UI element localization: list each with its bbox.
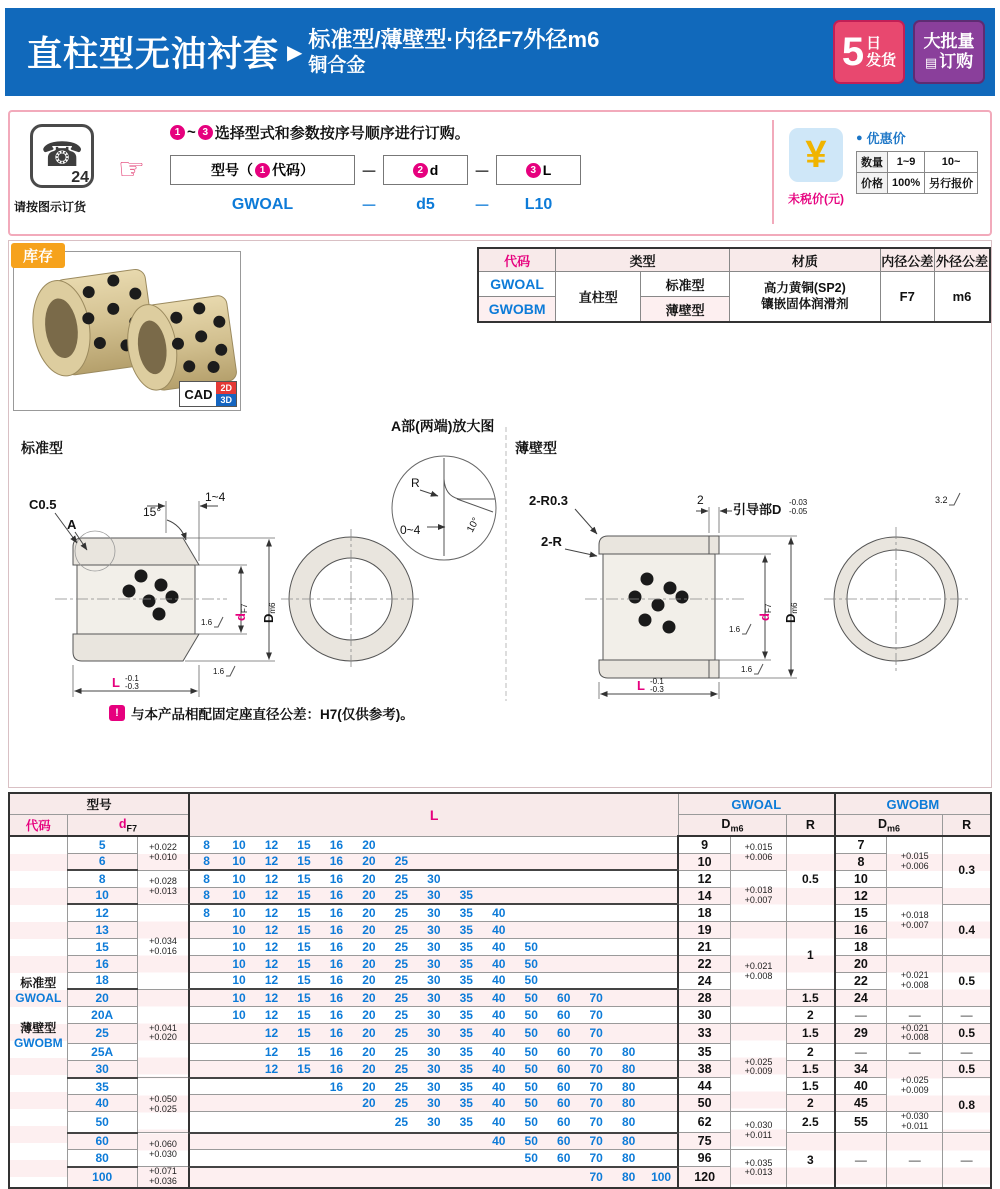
order-example	[170, 193, 581, 216]
d-cell: 50	[67, 1112, 137, 1133]
length-tol-lower: -0.3	[125, 682, 139, 691]
model-number-boxes	[170, 155, 581, 185]
price-label: 价格	[857, 173, 888, 194]
d-tolerance-cell: +0.034 +0.016	[137, 904, 189, 989]
d-cell: 8	[67, 870, 137, 887]
gwoal-dm6-cell: 22	[678, 955, 730, 972]
gwoal-dm6-cell: 96	[678, 1150, 730, 1167]
l-cell: 8 10 12 15 16 20 25 30 35 40	[189, 904, 678, 921]
series-type-label: 薄壁型	[20, 1020, 57, 1035]
d-cell: 25A	[67, 1044, 137, 1061]
std-section-view	[55, 531, 227, 661]
step3-circle: 3	[526, 163, 541, 178]
cad-download-badge[interactable]	[179, 381, 237, 407]
d-tolerance-cell: +0.071 +0.036	[137, 1167, 189, 1188]
l-cell: 10 12 15 16 20 25 30 35 40 50	[189, 938, 678, 955]
l-cell: 16 20 25 30 35 40 50 60 70 80	[189, 1078, 678, 1095]
order-label: 订购	[939, 52, 974, 71]
d-cell: 5	[67, 836, 137, 853]
gwobm-r-cell: 0.4	[943, 904, 991, 955]
d-cell: 10	[67, 887, 137, 904]
cad-3d-label[interactable]: 3D	[216, 394, 236, 406]
length-tol-upper: -0.1	[125, 674, 139, 683]
l-cell: 40 50 60 70 80	[189, 1133, 678, 1150]
price-1: 100%	[888, 173, 925, 194]
d-cell: 16	[67, 955, 137, 972]
gwobm-dm6-cell: 34	[835, 1061, 887, 1078]
d-tolerance-cell: +0.050 +0.025	[137, 1078, 189, 1133]
badge-ship-label: 发货	[866, 52, 897, 69]
gwoal-dm6-cell: 28	[678, 989, 730, 1006]
chamfer-label: C0.5	[29, 497, 57, 512]
material-line1: 高力黄铜(SP2)	[763, 280, 846, 295]
od-dim-label: Dm6	[261, 602, 277, 623]
tilde: ~	[187, 124, 196, 141]
phone-24h-icon	[30, 124, 94, 188]
instruction-text: 选择型式和参数按序号顺序进行订购。	[214, 125, 470, 142]
example-d: d5	[416, 195, 435, 213]
surface-finish-label: 1.6	[213, 667, 225, 676]
page-subtitle	[308, 26, 599, 77]
guide-tol-lower: -0.05	[789, 507, 808, 516]
series-code-label: GWOAL	[15, 990, 62, 1005]
radius-label: R	[411, 476, 420, 490]
l-cell: 8 10 12 15 16 20 25	[189, 853, 678, 870]
l-cell: 10 12 15 16 20 25 30 35 40 50 60 70	[189, 989, 678, 1006]
surface-finish-label: 1.6	[741, 665, 753, 674]
gwoal-r-cell: 1.5	[787, 1023, 835, 1044]
gwobm-tolerance-cell: +0.021 +0.008	[887, 1023, 943, 1044]
l-cell: 25 30 35 40 50 60 70 80	[189, 1112, 678, 1133]
note-text: 与本产品相配固定座直径公差：H7(仅供参考)。	[131, 707, 414, 722]
std-front-view	[281, 529, 421, 669]
detail-angle-label: 10°	[465, 515, 482, 535]
arrow-icon: ▶	[287, 41, 303, 64]
gwoal-r-cell: 2	[787, 1044, 835, 1061]
gwoal-r-cell: 2	[787, 1095, 835, 1112]
dash-separator: －	[360, 198, 377, 215]
angle-label: 15°	[143, 505, 162, 519]
gwoal-tolerance-cell: +0.025 +0.009	[730, 1023, 786, 1112]
gwoal-dm6-cell: 9	[678, 836, 730, 853]
d-param-box	[383, 155, 468, 185]
corner-radius-label: 2-R0.3	[529, 493, 569, 508]
l-cell: 12 15 16 20 25 30 35 40 50 60 70 80	[189, 1044, 678, 1061]
spec-od-tol: m6	[934, 272, 990, 323]
gwoal-dm6-cell: 75	[678, 1133, 730, 1150]
l-cell: 10 12 15 16 20 25 30 35 40 50	[189, 972, 678, 989]
gwoal-r-cell: 3	[787, 1133, 835, 1188]
gwoal-r-cell: 1.5	[787, 1061, 835, 1078]
spec-header-od-tol: 外径公差	[934, 248, 990, 272]
order-form-icon: ▤	[924, 55, 938, 70]
spec-type-standard: 标准型	[641, 272, 730, 297]
qty-label: 数量	[857, 152, 888, 173]
header-badges	[833, 20, 985, 84]
spec-type-thinwall: 薄壁型	[641, 297, 730, 323]
l-cell: 20 25 30 35 40 50 60 70 80	[189, 1095, 678, 1112]
l-cell: 8 10 12 15 16 20 25 30	[189, 870, 678, 887]
dm6-header: $D_{m6}$	[678, 815, 786, 837]
gwoal-dm6-cell: 21	[678, 938, 730, 955]
bore-dim-label: dF7	[233, 603, 249, 621]
gwoal-dm6-cell: 50	[678, 1095, 730, 1112]
spec-code-gwoal: GWOAL	[478, 272, 556, 297]
gwobm-dm6-cell: 7	[835, 836, 887, 853]
price-caption: 未税价(元)	[788, 192, 844, 206]
example-l: L10	[524, 195, 553, 213]
gwobm-r-cell: —	[943, 1133, 991, 1188]
phone-caption: 请按图示订货	[14, 200, 87, 214]
d-tolerance-cell: +0.028 +0.013	[137, 870, 189, 904]
code-header: 代码	[9, 815, 67, 837]
gwobm-dm6-cell: 20	[835, 955, 887, 972]
gwobm-tolerance-cell: —	[887, 1044, 943, 1061]
dash-separator: －	[360, 163, 377, 181]
spec-header-bore-tol: 内径公差	[880, 248, 934, 272]
r-header: R	[787, 815, 835, 837]
l-cell: 10 12 15 16 20 25 30 35 40	[189, 921, 678, 938]
d-tolerance-cell: +0.041 +0.020	[137, 989, 189, 1078]
d-cell: 100	[67, 1167, 137, 1188]
gwobm-dm6-cell: 29	[835, 1023, 887, 1044]
gwobm-dm6-cell: 15	[835, 904, 887, 921]
bulk-order-badge	[913, 20, 985, 84]
step3-circle: 3	[198, 125, 213, 140]
gwobm-tolerance-cell: +0.015 +0.006	[887, 836, 943, 887]
gwobm-dm6-cell: —	[835, 1133, 887, 1188]
spec-header-type: 类型	[556, 248, 730, 272]
std-diagram-title: 标准型	[21, 440, 63, 456]
box1-prefix: 型号（	[211, 162, 253, 178]
gwoal-dm6-cell: 30	[678, 1006, 730, 1023]
example-model: GWOAL	[231, 195, 294, 213]
table-row	[9, 1078, 991, 1095]
gwobm-dm6-cell: 10	[835, 870, 887, 887]
info-icon: !	[109, 705, 125, 721]
material-line2: 镶嵌固体润滑剂	[761, 296, 849, 311]
price-table	[856, 151, 978, 194]
reference-note	[109, 703, 414, 723]
d-tolerance-cell: +0.022 +0.010	[137, 836, 189, 870]
price-section	[772, 120, 984, 224]
l-cell: 8 10 12 15 16 20	[189, 836, 678, 853]
l-header: L	[189, 793, 678, 836]
step2-circle: 2	[413, 163, 428, 178]
spec-type-main: 直柱型	[556, 272, 641, 323]
l-cell: 10 12 15 16 20 25 30 35 40 50 60 70	[189, 1006, 678, 1023]
corner-radius2-label: 2-R	[541, 534, 562, 549]
gwobm-r-cell: 0.3	[943, 836, 991, 904]
gwoal-dm6-cell: 44	[678, 1078, 730, 1095]
gwoal-dm6-cell: 24	[678, 972, 730, 989]
gwobm-dm6-cell: 55	[835, 1112, 887, 1133]
gwobm-tolerance-cell: +0.025 +0.009	[887, 1061, 943, 1112]
pointing-hand-icon: ☞	[118, 153, 145, 186]
stock-badge: 库存	[11, 243, 65, 268]
gwoal-r-cell: 1.5	[787, 989, 835, 1006]
gwobm-dm6-cell: 40	[835, 1078, 887, 1095]
thin-section-view	[585, 536, 745, 678]
page-header-bar	[5, 8, 995, 96]
phone-icon: ☎	[40, 136, 84, 174]
badge-number: 5	[841, 30, 865, 74]
d-tolerance-cell: +0.060 +0.030	[137, 1133, 189, 1167]
bullet-icon: ●	[856, 131, 863, 144]
gwoal-tolerance-cell: +0.015 +0.006	[730, 836, 786, 870]
d-cell: 15	[67, 938, 137, 955]
gwoal-header: GWOAL	[678, 793, 834, 815]
model-code-box	[170, 155, 355, 185]
dash-separator: －	[473, 198, 490, 215]
gwobm-tolerance-cell: —	[887, 1006, 943, 1023]
surface-finish-label: 1.6	[729, 625, 741, 634]
table-row	[9, 904, 991, 921]
l-cell: 8 10 12 15 16 20 25 30 35	[189, 887, 678, 904]
gwoal-dm6-cell: 120	[678, 1167, 730, 1188]
r-header: R	[943, 815, 991, 837]
gwoal-tolerance-cell: +0.021 +0.008	[730, 921, 786, 1023]
gwobm-r-cell: —	[943, 1044, 991, 1061]
d-cell: 13	[67, 921, 137, 938]
discount-price-label: 优惠价	[866, 131, 906, 146]
spec-material	[730, 272, 880, 323]
dash-separator: －	[473, 163, 490, 181]
d-cell: 60	[67, 1133, 137, 1150]
page-title: 直柱型无油衬套	[27, 35, 280, 74]
technical-drawings	[9, 413, 993, 705]
gwobm-r-cell: 0.8	[943, 1078, 991, 1133]
subtitle-line1: 标准型/薄壁型·内径F7外径m6	[308, 27, 600, 53]
gwoal-r-cell: 0.5	[787, 836, 835, 921]
table-row	[9, 836, 991, 853]
qty-range-2: 10~	[925, 152, 978, 173]
gwoal-dm6-cell: 35	[678, 1044, 730, 1061]
d-cell: 25	[67, 1023, 137, 1044]
l-cell: 12 15 16 20 25 30 35 40 50 60 70 80	[189, 1061, 678, 1078]
gwoal-tolerance-cell: +0.018 +0.007	[730, 870, 786, 921]
od-dim-label: Dm6	[783, 602, 799, 623]
yen-icon: ¥	[789, 128, 843, 182]
gwobm-dm6-cell: —	[835, 1044, 887, 1061]
gwoal-dm6-cell: 19	[678, 921, 730, 938]
d-label: d	[429, 162, 439, 178]
surface-finish-label: 3.2	[935, 495, 948, 505]
bore-dim-label: dF7	[757, 603, 773, 621]
guide-part-label: 引导部D	[733, 502, 782, 517]
d-cell: 20	[67, 989, 137, 1006]
table-row	[9, 870, 991, 887]
gwoal-dm6-cell: 33	[678, 1023, 730, 1044]
l-param-box	[496, 155, 581, 185]
length-tol-lower: -0.3	[650, 685, 664, 694]
gwobm-dm6-cell: 22	[835, 972, 887, 989]
gwobm-dm6-cell: 24	[835, 989, 887, 1006]
guide-tol-upper: -0.03	[789, 498, 808, 507]
gwobm-r-cell: 0.5	[943, 955, 991, 1006]
gwobm-dm6-cell: 8	[835, 853, 887, 870]
d-cell: 18	[67, 972, 137, 989]
size-table	[8, 792, 992, 1189]
detail-ref-label: A	[67, 517, 77, 532]
d-cell: 80	[67, 1150, 137, 1167]
d-cell: 30	[67, 1061, 137, 1078]
gwoal-r-cell: 2	[787, 1006, 835, 1023]
gwobm-r-cell: 0.5	[943, 1061, 991, 1078]
l-cell: 12 15 16 20 25 30 35 40 50 60 70	[189, 1023, 678, 1044]
spec-bore-tol: F7	[880, 272, 934, 323]
l-label: L	[542, 162, 552, 178]
side-label-cell	[9, 836, 67, 1188]
d-cell: 40	[67, 1095, 137, 1112]
d-cell: 6	[67, 853, 137, 870]
gwoal-r-cell: 1	[787, 921, 835, 989]
d-cell: 35	[67, 1078, 137, 1095]
thin-front-view	[824, 527, 968, 671]
thin-diagram-title: 薄壁型	[515, 440, 557, 456]
ordering-section	[8, 110, 992, 236]
gwoal-dm6-cell: 12	[678, 870, 730, 887]
gwoal-r-cell: 1.5	[787, 1078, 835, 1095]
gwobm-dm6-cell: 18	[835, 938, 887, 955]
surface-finish-label: 1.6	[201, 618, 213, 627]
gwobm-tolerance-cell: +0.021 +0.008	[887, 955, 943, 1006]
gwobm-dm6-cell: 12	[835, 887, 887, 904]
spec-table	[477, 247, 991, 323]
gwobm-r-cell: 0.5	[943, 1023, 991, 1044]
d-header: $d_{F7}$	[67, 815, 189, 837]
five-day-shipping-badge	[833, 20, 905, 84]
cad-label[interactable]: CAD	[184, 386, 213, 402]
detail-view-a	[392, 456, 496, 560]
gwobm-tolerance-cell: —	[887, 1133, 943, 1188]
gwoal-dm6-cell: 62	[678, 1112, 730, 1133]
phone-24-label: 24	[71, 169, 89, 186]
series-code-label: GWOBM	[13, 1035, 63, 1050]
gwobm-dm6-cell: —	[835, 1006, 887, 1023]
subtitle-line2: 铜合金	[308, 54, 366, 76]
l-cell: 50 60 70 80	[189, 1150, 678, 1167]
dm6-header: $D_{m6}$	[835, 815, 943, 837]
l-cell: 10 12 15 16 20 25 30 35 40 50	[189, 955, 678, 972]
product-photo	[13, 251, 241, 411]
d-cell: 20A	[67, 1006, 137, 1023]
d-cell: 12	[67, 904, 137, 921]
length-dim-label: L	[112, 675, 120, 690]
step1-circle: 1	[170, 125, 185, 140]
table-row	[9, 1133, 991, 1150]
l-cell: 70 80 100	[189, 1167, 678, 1188]
price-2: 另行报价	[925, 173, 978, 194]
gwoal-tolerance-cell: +0.030 +0.011	[730, 1112, 786, 1150]
gwoal-tolerance-cell: +0.035 +0.013	[730, 1150, 786, 1188]
guide-length-label: 2	[697, 493, 704, 507]
table-row	[9, 989, 991, 1006]
gwobm-tolerance-cell: +0.030 +0.011	[887, 1112, 943, 1133]
order-builder	[170, 122, 581, 216]
spec-code-gwobm: GWOBM	[478, 297, 556, 323]
model-header: 型号	[9, 793, 189, 815]
gwoal-dm6-cell: 14	[678, 887, 730, 904]
box1-suffix: 代码）	[272, 162, 314, 178]
detail-range-label: 0~4	[400, 523, 421, 537]
gwoal-dm6-cell: 38	[678, 1061, 730, 1078]
gwobm-dm6-cell: 16	[835, 921, 887, 938]
gwoal-r-cell: 2.5	[787, 1112, 835, 1133]
gwobm-tolerance-cell: +0.018 +0.007	[887, 887, 943, 955]
qty-range-1: 1~9	[888, 152, 925, 173]
length-tol-upper: -0.1	[650, 677, 664, 686]
step1-circle: 1	[255, 163, 270, 178]
gwoal-dm6-cell: 10	[678, 853, 730, 870]
gwobm-r-cell: —	[943, 1006, 991, 1023]
spec-header-material: 材质	[730, 248, 880, 272]
content-section	[8, 240, 992, 788]
gwobm-dm6-cell: 45	[835, 1095, 887, 1112]
land-range-label: 1~4	[205, 490, 226, 504]
badge-day-label: 日	[866, 34, 882, 52]
order-instruction	[170, 122, 581, 143]
series-type-label: 标准型	[20, 975, 57, 990]
bulk-label: 大批量	[923, 31, 975, 51]
detail-view-title: A部(两端)放大图	[391, 418, 495, 434]
cad-2d-label[interactable]: 2D	[216, 382, 236, 394]
gwoal-dm6-cell: 18	[678, 904, 730, 921]
spec-header-code: 代码	[478, 248, 556, 272]
gwobm-header: GWOBM	[835, 793, 991, 815]
length-dim-label: L	[637, 678, 645, 693]
